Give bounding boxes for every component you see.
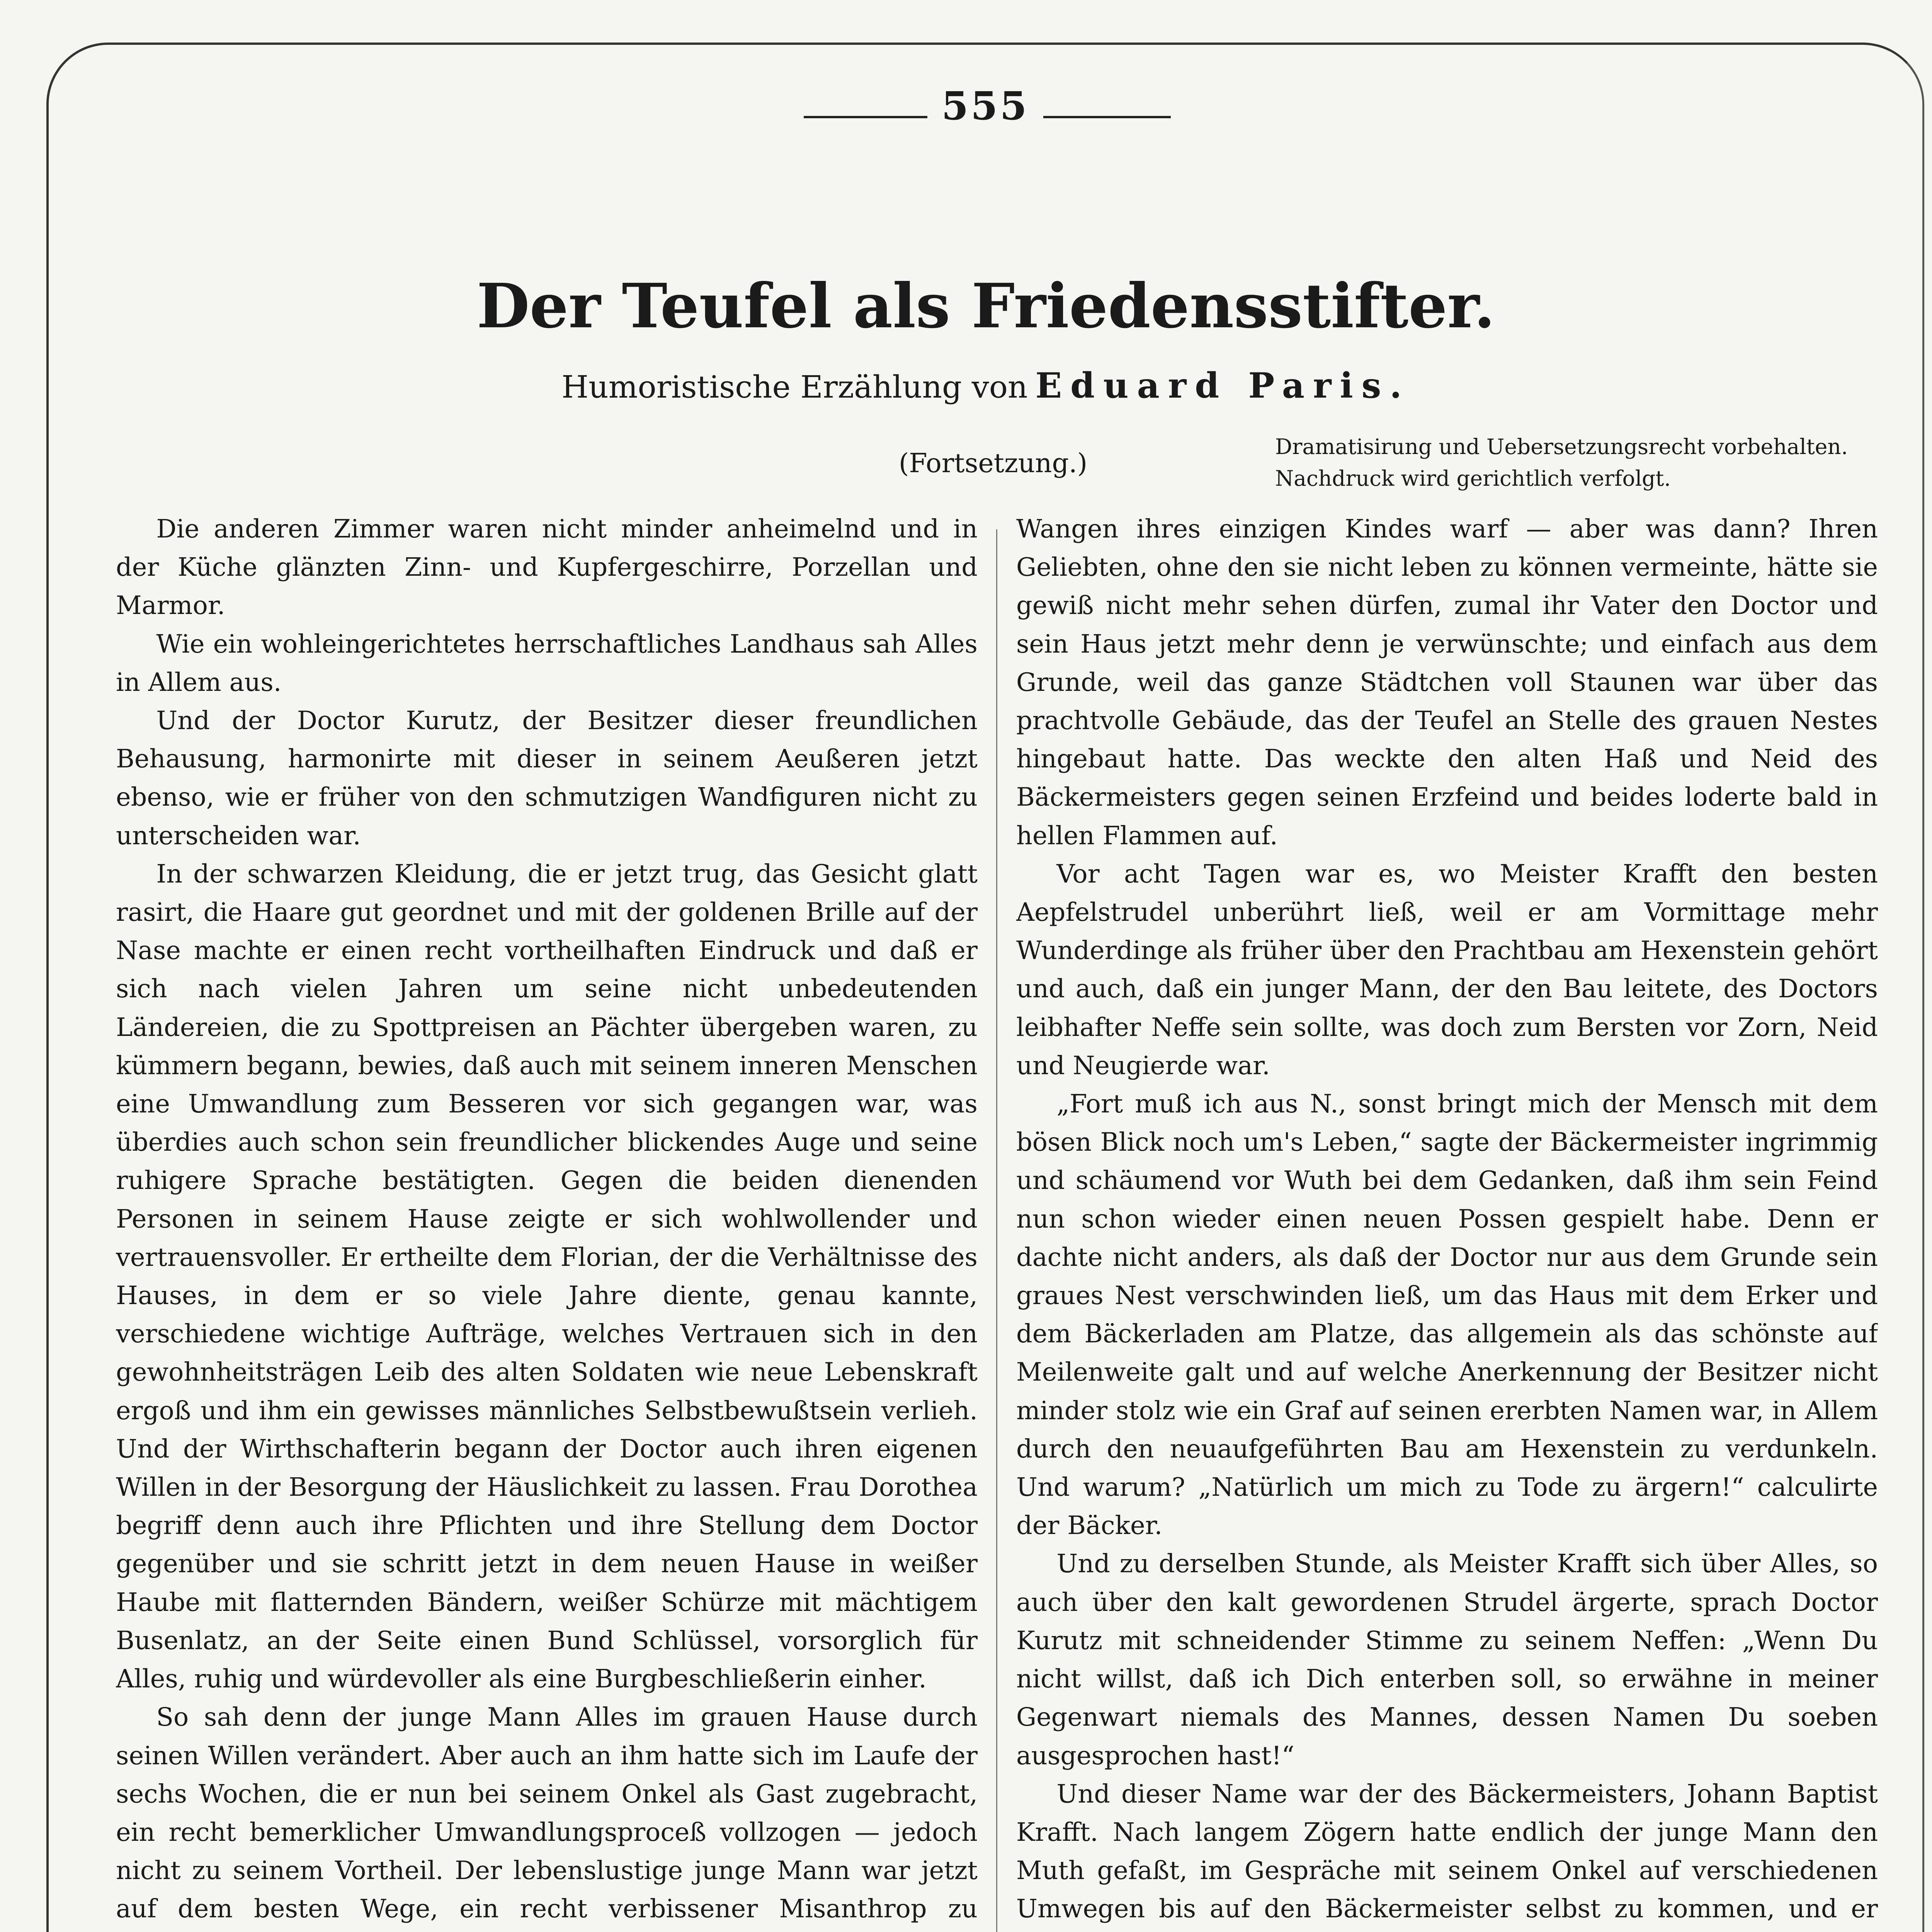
subtitle-text: Humoristische Erzählung von: [561, 369, 1028, 405]
article-subtitle: [0, 365, 1932, 406]
rights-line-2: Nachdruck wird gerichtlich verfolgt.: [1275, 466, 1671, 491]
paragraph: „Fort muß ich aus N., sonst bringt mich der Mensch mit dem bösen Blick noch um's Leben,“ sagte der Bäckermeister ingrimmig und schäumend vor Wuth bei dem Gedanken, daß ihm sein Feind nun schon wieder einen neuen Possen gespielt habe. Denn er dachte nicht anders, als daß der Doctor nur aus dem Grunde sein graues Nest verschwinden ließ, um das Haus mit dem Erker und dem Bäckerladen am Platze, das allgemein als das schönste auf Meilenweite galt und auf welche Anerkennung der Besitzer nicht minder stolz wie ein Graf auf seinen ererbten Namen war, in Allem durch den neuaufgeführten Bau am Hexenstein zu verdunkeln. Und warum? „Natürlich um mich zu Tode zu ärgern!“ calculirte der Bäcker.: [1016, 1089, 1878, 1541]
continued-label: (Fortsetzung.): [898, 448, 1088, 479]
rights-line-1: Dramatisirung und Uebersetzungsrecht vorbehalten.: [1275, 434, 1848, 459]
paragraph: Wangen ihres einzigen Kindes warf — aber was dann? Ihren Geliebten, ohne den sie nicht leben zu können vermeinte, hätte sie gewiß nicht mehr sehen dürfen, zumal ihr Vater den Doctor und sein Haus jetzt mehr denn je verwünschte; und einfach aus dem Grunde, weil das ganze Städtchen voll Staunen war über das prachtvolle Gebäude, das der Teufel an Stelle des grauen Nestes hingebaut hatte. Das weckte den alten Haß und Neid des Bäckermeisters gegen seinen Erzfeind und beides loderte bald in hellen Flammen auf.: [1016, 514, 1878, 850]
paragraph: In der schwarzen Kleidung, die er jetzt trug, das Gesicht glatt rasirt, die Haare gut geordnet und mit der goldenen Brille auf der Nase machte er einen recht vortheilhaften Eindruck und daß er sich nach vielen Jahren um seine nicht unbedeutenden Ländereien, die zu Spottpreisen an Pächter übergeben waren, zu kümmern begann, bewies, daß auch mit seinem inneren Menschen eine Umwandlung zum Besseren vor sich gegangen war, was überdies auch schon sein freundlicher blickendes Auge und seine ruhigere Sprache bestätigten. Gegen die beiden dienenden Personen in seinem Hause zeigte er sich wohlwollender und vertrauensvoller. Er ertheilte dem Florian, der die Verhältnisse des Hauses, in dem er so viele Jahre diente, genau kannte, verschiedene wichtige Aufträge, welches Vertrauen sich in den gewohnheitsträgen Leib des alten Soldaten wie neue Lebenskraft ergoß und ihm ein gewisses männliches Selbstbewußtsein verlieh. Und der Wirthschafterin begann der Doctor auch ihren eigenen Willen in der Besorgung der Häuslichkeit zu lassen. Frau Dorothea begriff denn auch ihre Pflichten und ihre Stellung dem Doctor gegenüber und sie schritt jetzt in dem neuen Hause in weißer Haube mit flatternden Bändern, weißer Schürze mit mächtigem Busenlatz, an der Seite einen Bund Schlüssel, vorsorglich für Alles, ruhig und würdevoller als eine Burgbeschließerin einher.: [116, 859, 978, 1694]
header-rule-left: [804, 116, 927, 118]
paragraph: Und der Doctor Kurutz, der Besitzer dieser freundlichen Behausung, harmonirte mit dieser in seinem Aeußeren jetzt ebenso, wie er früher von den schmutzigen Wandfiguren nicht zu unterscheiden war.: [116, 706, 978, 850]
paragraph: Wie ein wohleingerichtetes herrschaftliches Landhaus sah Alles in Allem aus.: [116, 629, 978, 697]
paragraph: Die anderen Zimmer waren nicht minder anheimelnd und in der Küche glänzten Zinn- und Kupfergeschirre, Porzellan und Marmor.: [116, 514, 978, 621]
column-divider: [996, 529, 997, 1932]
header-rule-right: [1043, 116, 1171, 118]
right-column: [1016, 510, 1878, 1932]
article-author: Eduard Paris.: [1035, 365, 1410, 406]
paragraph: Vor acht Tagen war es, wo Meister Krafft den besten Aepfelstrudel unberührt ließ, weil er am Vormittage mehr Wunderdinge als früher über den Prachtbau am Hexenstein gehört und auch, daß ein junger Mann, der den Bau leitete, des Doctors leibhafter Neffe sein sollte, was doch zum Bersten vor Zorn, Neid und Neugierde war.: [1016, 859, 1878, 1080]
paragraph: So sah denn der junge Mann Alles im grauen Hause durch seinen Willen verändert. Aber auch an ihm hatte sich im Laufe der sechs Wochen, die er nun bei seinem Onkel als Gast zugebracht, ein recht bemerklicher Umwandlungsproceß vollzogen — jedoch nicht zu seinem Vortheil. Der lebenslustige junge Mann war jetzt auf dem besten Wege, ein recht verbissener Misanthrop zu: [116, 1702, 978, 1924]
paragraph: Und dieser Name war der des Bäckermeisters, Johann Baptist Krafft. Nach langem Zögern hatte endlich der junge Mann den Muth gefaßt, im Gespräche mit seinem Onkel auf verschiedenen Umwegen bis auf den Bäckermeister selbst zu kommen, und er: [1016, 1779, 1878, 1924]
page-number: 555: [941, 83, 1029, 129]
paragraph: Und zu derselben Stunde, als Meister Krafft sich über Alles, so auch über den kalt gewordenen Strudel ärgerte, sprach Doctor Kurutz mit schneidender Stimme zu seinem Neffen: „Wenn Du nicht willst, daß ich Dich enterben soll, so erwähne in meiner Gegenwart niemals des Mannes, dessen Namen Du soeben ausgesprochen hast!“: [1016, 1549, 1878, 1770]
rights-notice: [1275, 431, 1855, 494]
left-column: [116, 510, 978, 1932]
article-title: Der Teufel als Friedensstifter.: [476, 270, 1495, 342]
